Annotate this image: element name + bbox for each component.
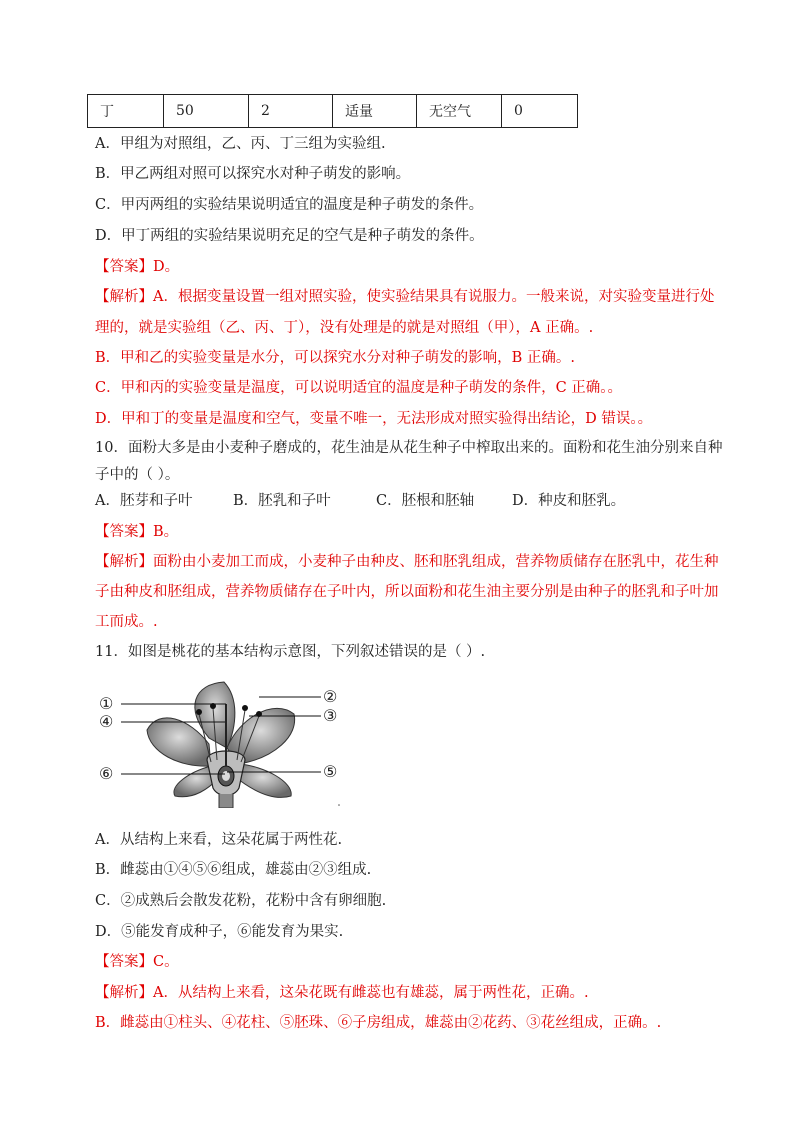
label-6: ⑥ <box>99 764 114 783</box>
table-cell: 50 <box>164 95 249 128</box>
peach-flower-diagram <box>99 678 349 808</box>
table-cell: 0 <box>502 95 578 128</box>
q9-option-d: D．甲丁两组的实验结果说明充足的空气是种子萌发的条件。 <box>95 228 484 244</box>
q10-analysis-line: 子由种皮和胚组成，营养物质储存在子叶内，所以面粉和花生油主要分别是由种子的胚乳和子叶加 <box>95 584 719 600</box>
q10-option-d: D．种皮和胚乳。 <box>512 493 626 509</box>
label-5: ⑤ <box>323 762 338 781</box>
q11-analysis-line: 【解析】A．从结构上来看，这朵花既有雌蕊也有雄蕊，属于两性花，正确。. <box>95 985 589 1001</box>
label-3: ③ <box>323 706 338 725</box>
q10-option-c: C．胚根和胚轴 <box>376 493 475 509</box>
q11-option-c: C．②成熟后会散发花粉，花粉中含有卵细胞. <box>95 893 387 909</box>
q11-option-a: A．从结构上来看，这朵花属于两性花. <box>95 832 343 848</box>
q9-analysis-line: 【解析】A．根据变量设置一组对照实验，使实验结果具有说服力。一般来说，对实验变量进行处 <box>95 289 715 305</box>
q10-analysis-line: 工而成。. <box>95 614 158 630</box>
table-cell: 无空气 <box>417 95 502 128</box>
q9-analysis-line: D．甲和丁的变量是温度和空气，变量不唯一，无法形成对照实验得出结论，D 错误。。 <box>95 411 653 427</box>
q11-analysis-line: B．雌蕊由①柱头、④花柱、⑤胚珠、⑥子房组成，雄蕊由②花药、③花丝组成，正确。. <box>95 1015 662 1031</box>
q10-stem: 子中的（ ）。 <box>95 467 180 483</box>
q11-answer: 【答案】C。 <box>95 954 179 970</box>
table-cell: 2 <box>249 95 333 128</box>
q10-option-b: B．胚乳和子叶 <box>233 493 331 509</box>
table-cell: 丁 <box>88 95 164 128</box>
q9-answer: 【答案】D。 <box>95 259 180 275</box>
label-2: ② <box>323 687 338 706</box>
table-cell: 适量 <box>333 95 417 128</box>
q11-option-b: B．雌蕊由①④⑤⑥组成，雄蕊由②③组成. <box>95 862 372 878</box>
q9-analysis-line: B．甲和乙的实验变量是水分，可以探究水分对种子萌发的影响，B 正确。. <box>95 350 576 366</box>
table-row <box>88 95 578 128</box>
q9-analysis-line: C．甲和丙的实验变量是温度，可以说明适宜的温度是种子萌发的条件，C 正确。。 <box>95 380 623 396</box>
experiment-table <box>87 94 578 128</box>
q10-analysis-line: 【解析】面粉由小麦加工而成，小麦种子由种皮、胚和胚乳组成，营养物质储存在胚乳中，花生种 <box>95 554 719 570</box>
q9-analysis-line: 理的，就是实验组（乙、丙、丁），没有处理是的就是对照组（甲），A 正确。. <box>95 320 594 336</box>
q10-stem: 10．面粉大多是由小麦种子磨成的，花生油是从花生种子中榨取出来的。面粉和花生油分别来自种 <box>95 440 723 456</box>
q9-option-b: B．甲乙两组对照可以探究水对种子萌发的影响。 <box>95 166 411 182</box>
label-1: ① <box>99 694 114 713</box>
q10-answer: 【答案】B。 <box>95 524 179 540</box>
q11-option-d: D．⑤能发育成种子，⑥能发育为果实. <box>95 924 344 940</box>
q9-option-a: A．甲组为对照组，乙、丙、丁三组为实验组. <box>95 136 386 152</box>
q10-option-a: A．胚芽和子叶 <box>95 493 193 509</box>
label-4: ④ <box>99 712 114 731</box>
peach-flower-illustration <box>99 678 349 808</box>
q11-stem: 11．如图是桃花的基本结构示意图，下列叙述错误的是（ ）. <box>95 644 486 660</box>
q9-option-c: C．甲丙两组的实验结果说明适宜的温度是种子萌发的条件。 <box>95 197 484 213</box>
